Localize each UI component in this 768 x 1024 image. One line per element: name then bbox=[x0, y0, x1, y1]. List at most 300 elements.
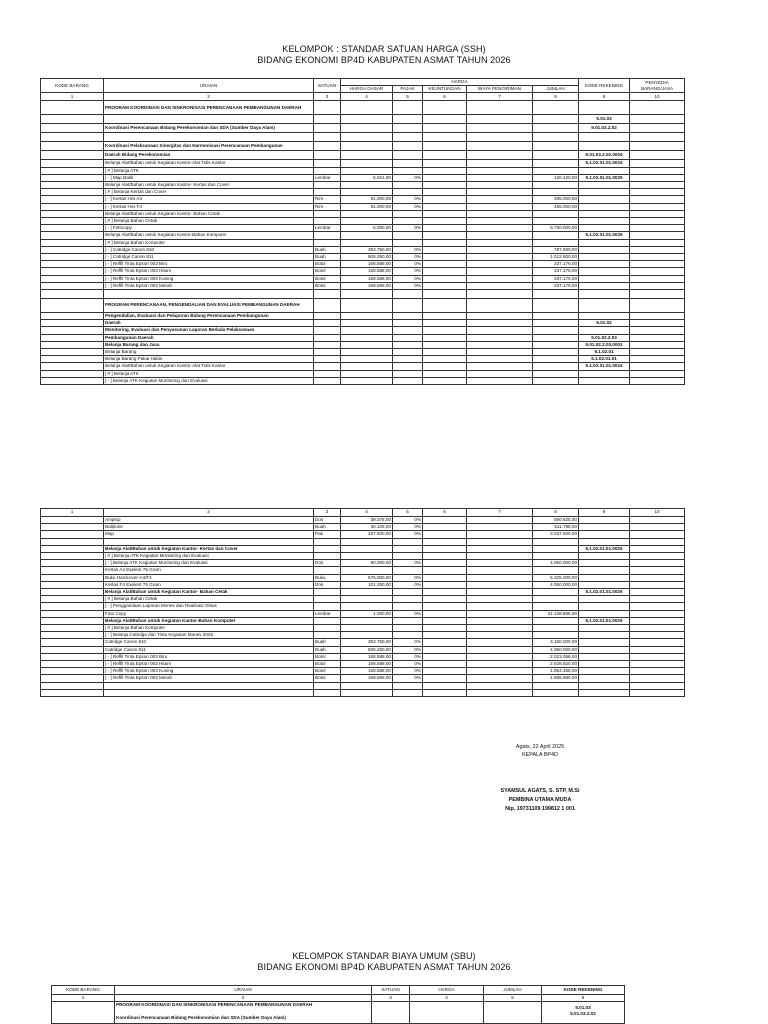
keuntungan-cell bbox=[423, 603, 467, 610]
header-jumlah: JUMLAH bbox=[533, 86, 579, 93]
uraian-cell: [ - ] Map Batik bbox=[104, 174, 314, 181]
kode-cell bbox=[41, 639, 104, 646]
harga-dasar-cell bbox=[341, 299, 393, 313]
uraian-cell: Belanja Alat/Bahan untuk Kegiatan Kantor-Alat Tulis Kantor bbox=[104, 160, 314, 167]
table-row bbox=[41, 675, 685, 682]
uraian-cell: [ - ] Kertas Hvs F4 bbox=[104, 203, 314, 210]
satuan-cell bbox=[314, 124, 341, 133]
kode-cell bbox=[41, 646, 104, 653]
satuan-cell: Lembar bbox=[314, 225, 341, 232]
col-number: 1 bbox=[41, 509, 104, 517]
keuntungan-cell bbox=[423, 101, 467, 115]
pajak-cell bbox=[393, 313, 423, 320]
biaya-cell bbox=[467, 299, 533, 313]
table-row bbox=[41, 196, 685, 203]
harga-dasar-cell bbox=[341, 589, 393, 596]
biaya-cell bbox=[467, 115, 533, 124]
keuntungan-cell bbox=[423, 239, 467, 246]
keuntungan-cell bbox=[423, 581, 467, 588]
uraian-cell: Koordinasi Pelaksanaan Sinergitas dan Harmonisasi Perencanaan Pembangunan bbox=[104, 142, 314, 151]
biaya-cell bbox=[467, 254, 533, 261]
penyedia-cell bbox=[630, 334, 685, 341]
biaya-cell bbox=[467, 320, 533, 327]
jumlah-cell: 511.785,00 bbox=[533, 524, 579, 531]
uraian-cell bbox=[104, 682, 314, 689]
col-number: 2 bbox=[104, 93, 314, 101]
rekening-cell bbox=[579, 327, 630, 334]
penyedia-cell bbox=[630, 268, 685, 275]
jumlah-cell: 1.854.468,00 bbox=[533, 668, 579, 675]
rekening-cell: 5.01.03.2.02.0004 bbox=[579, 151, 630, 160]
satuan-cell: Rim bbox=[314, 203, 341, 210]
keuntungan-cell bbox=[423, 167, 467, 174]
keuntungan-cell bbox=[423, 610, 467, 617]
satuan-cell bbox=[314, 589, 341, 596]
harga-dasar-cell: 168.588,00 bbox=[341, 282, 393, 289]
harga-dasar-cell: 393.750,00 bbox=[341, 246, 393, 253]
jumlah-cell bbox=[533, 553, 579, 560]
harga-dasar-cell bbox=[341, 290, 393, 299]
satuan-cell bbox=[314, 545, 341, 552]
col-number: 6 bbox=[423, 93, 467, 101]
table-row bbox=[41, 261, 685, 268]
biaya-cell bbox=[467, 356, 533, 363]
rekening-cell bbox=[579, 567, 630, 574]
col-number: 5 bbox=[484, 995, 542, 1002]
rekening-cell bbox=[579, 596, 630, 603]
satuan-cell: Buah bbox=[314, 524, 341, 531]
table-row bbox=[41, 182, 685, 189]
rekening-cell bbox=[579, 290, 630, 299]
keuntungan-cell bbox=[423, 124, 467, 133]
harga-dasar-cell: 39.375,00 bbox=[341, 517, 393, 524]
uraian-cell: Belanja Barang dan Jasa bbox=[104, 341, 314, 348]
table-row bbox=[41, 567, 685, 574]
jumlah-cell: 337.176,00 bbox=[533, 268, 579, 275]
kode-cell bbox=[41, 232, 104, 239]
penyedia-cell bbox=[630, 160, 685, 167]
ssh-title-line2: BIDANG EKONOMI BP4D KABUPATEN ASMAT TAHUN 2026 bbox=[257, 55, 511, 65]
uraian-cell: Buku Hardcover-A4/F4 bbox=[104, 574, 314, 581]
penyedia-cell bbox=[630, 625, 685, 632]
kode-cell bbox=[41, 538, 104, 545]
biaya-cell bbox=[467, 560, 533, 567]
keuntungan-cell bbox=[423, 133, 467, 142]
table-row bbox=[41, 133, 685, 142]
penyedia-cell bbox=[630, 290, 685, 299]
pajak-cell bbox=[393, 182, 423, 189]
jumlah-cell bbox=[533, 617, 579, 624]
pajak-cell: 0% bbox=[393, 517, 423, 524]
satuan-cell bbox=[314, 617, 341, 624]
uraian-cell: [ - ] Catridge Canon 810 bbox=[104, 246, 314, 253]
rekening-cell bbox=[579, 370, 630, 377]
jumlah-cell bbox=[533, 133, 579, 142]
satuan-cell bbox=[314, 603, 341, 610]
jumlah-cell: 31.138.866,00 bbox=[533, 610, 579, 617]
jumlah-cell bbox=[533, 101, 579, 115]
keuntungan-cell bbox=[423, 377, 467, 384]
jumlah-cell: 337.176,00 bbox=[533, 275, 579, 282]
rekening-cell bbox=[579, 254, 630, 261]
biaya-cell bbox=[467, 589, 533, 596]
table-row bbox=[41, 617, 685, 624]
satuan-cell bbox=[314, 320, 341, 327]
pajak-cell: 0% bbox=[393, 639, 423, 646]
penyedia-cell bbox=[630, 363, 685, 370]
keuntungan-cell bbox=[423, 290, 467, 299]
jumlah-cell bbox=[533, 682, 579, 689]
uraian-cell: Belanja Alat/Bahan untuk Kegiatan Kantor- Kertas dan Cover bbox=[104, 182, 314, 189]
kode-cell bbox=[41, 182, 104, 189]
biaya-cell bbox=[467, 581, 533, 588]
pajak-cell: 0% bbox=[393, 275, 423, 282]
satuan-cell bbox=[314, 133, 341, 142]
jumlah-cell: 3.037.500,00 bbox=[533, 531, 579, 538]
sbu-header-kode-barang: KODE BARANG bbox=[52, 986, 115, 995]
harga-dasar-cell: 393.750,00 bbox=[341, 639, 393, 646]
rekening-cell bbox=[579, 524, 630, 531]
uraian-cell: Belanja Alat/Bahan untuk Kegiatan Kantor- Kertas dan Cover bbox=[104, 545, 314, 552]
biaya-cell bbox=[467, 524, 533, 531]
signature-nip: Nip. 19731109 199812 1 001 bbox=[505, 806, 575, 812]
sbu-title-line2: BIDANG EKONOMI BP4D KABUPATEN ASMAT TAHUN 2026 bbox=[257, 962, 511, 972]
satuan-cell bbox=[314, 327, 341, 334]
col-number: 3 bbox=[372, 995, 410, 1002]
satuan-cell: Botol bbox=[314, 275, 341, 282]
pajak-cell bbox=[393, 327, 423, 334]
jumlah-cell bbox=[533, 151, 579, 160]
keuntungan-cell bbox=[423, 261, 467, 268]
uraian-cell: [ - ] Fotocopy bbox=[104, 225, 314, 232]
keuntungan-cell bbox=[423, 182, 467, 189]
keuntungan-cell bbox=[423, 275, 467, 282]
penyedia-cell bbox=[630, 239, 685, 246]
rekening-cell bbox=[579, 268, 630, 275]
biaya-cell bbox=[467, 334, 533, 341]
jumlah-cell: 1.685.880,00 bbox=[533, 675, 579, 682]
rekening-cell bbox=[579, 517, 630, 524]
harga-dasar-cell: 61.000,00 bbox=[341, 196, 393, 203]
penyedia-cell bbox=[630, 675, 685, 682]
jumlah-cell bbox=[533, 115, 579, 124]
pajak-cell: 0% bbox=[393, 661, 423, 668]
harga-dasar-cell bbox=[341, 124, 393, 133]
harga-dasar-cell: 506.250,00 bbox=[341, 254, 393, 261]
jumlah-cell bbox=[533, 167, 579, 174]
kode-cell bbox=[41, 560, 104, 567]
uraian-cell: [ - ] Belanja Catridge dan Tinta Kegiatan Monev 2025 bbox=[104, 632, 314, 639]
satuan-cell: Buah bbox=[314, 254, 341, 261]
biaya-cell bbox=[467, 167, 533, 174]
kode-cell bbox=[41, 610, 104, 617]
harga-dasar-cell bbox=[341, 239, 393, 246]
sbu-code-activity: 5.01.03.2.02 bbox=[570, 1011, 596, 1017]
pajak-cell bbox=[393, 290, 423, 299]
penyedia-cell bbox=[630, 133, 685, 142]
uraian-cell bbox=[104, 133, 314, 142]
satuan-cell bbox=[314, 182, 341, 189]
table-row bbox=[41, 299, 685, 313]
table-row bbox=[41, 560, 685, 567]
table-row bbox=[41, 356, 685, 363]
jumlah-cell bbox=[533, 370, 579, 377]
jumlah-cell bbox=[533, 334, 579, 341]
rekening-cell bbox=[579, 101, 630, 115]
harga-dasar-cell: 168.588,00 bbox=[341, 268, 393, 275]
pajak-cell: 0% bbox=[393, 268, 423, 275]
kode-cell bbox=[41, 553, 104, 560]
pajak-cell: 0% bbox=[393, 225, 423, 232]
kode-cell bbox=[41, 275, 104, 282]
col-number: 4 bbox=[410, 995, 484, 1002]
kode-cell bbox=[41, 210, 104, 217]
rekening-cell bbox=[579, 133, 630, 142]
penyedia-cell bbox=[630, 596, 685, 603]
kode-cell bbox=[41, 320, 104, 327]
uraian-cell: Monitoring, Evaluasi dan Penyusunan Laporan Berkala Pelaksanaan bbox=[104, 327, 314, 334]
satuan-cell bbox=[314, 232, 341, 239]
satuan-cell bbox=[314, 239, 341, 246]
table-row bbox=[41, 320, 685, 327]
satuan-cell bbox=[314, 370, 341, 377]
table-row bbox=[41, 596, 685, 603]
satuan-cell bbox=[314, 341, 341, 348]
kode-cell bbox=[41, 531, 104, 538]
jumlah-cell: 4.050.000,00 bbox=[533, 646, 579, 653]
col-number: 8 bbox=[533, 509, 579, 517]
keuntungan-cell bbox=[423, 675, 467, 682]
satuan-cell bbox=[314, 349, 341, 356]
table-row bbox=[41, 290, 685, 299]
jumlah-cell bbox=[533, 341, 579, 348]
table-row bbox=[41, 151, 685, 160]
jumlah-cell bbox=[533, 327, 579, 334]
keuntungan-cell bbox=[423, 682, 467, 689]
keuntungan-cell bbox=[423, 356, 467, 363]
uraian-cell: Ballpoint bbox=[104, 524, 314, 531]
kode-cell bbox=[41, 167, 104, 174]
keuntungan-cell bbox=[423, 689, 467, 696]
ssh-title-line1: KELOMPOK : STANDAR SATUAN HARGA (SSH) bbox=[282, 44, 486, 54]
harga-dasar-cell bbox=[341, 313, 393, 320]
header-penyedia: PENYEDIA BARANG/JASA bbox=[630, 79, 685, 93]
table-row bbox=[41, 189, 685, 196]
uraian-cell: PROGRAM KOORDINASI DAN SINKRONISASI PERENCANAAN PEMBANGUNAN DAERAH bbox=[104, 101, 314, 115]
kode-cell bbox=[41, 661, 104, 668]
uraian-cell bbox=[104, 538, 314, 545]
kode-cell bbox=[41, 668, 104, 675]
uraian-cell: Daerah Bidang Perekonomian bbox=[104, 151, 314, 160]
col-number: 1 bbox=[41, 93, 104, 101]
col-number: 6 bbox=[423, 509, 467, 517]
jumlah-cell: 787.500,00 bbox=[533, 246, 579, 253]
table-row bbox=[41, 661, 685, 668]
biaya-cell bbox=[467, 268, 533, 275]
col-number: 7 bbox=[467, 509, 533, 517]
rekening-cell bbox=[579, 196, 630, 203]
table-row bbox=[41, 334, 685, 341]
rekening-cell bbox=[579, 275, 630, 282]
jumlah-cell bbox=[533, 545, 579, 552]
rekening-cell bbox=[579, 560, 630, 567]
harga-dasar-cell bbox=[341, 603, 393, 610]
kode-cell bbox=[41, 617, 104, 624]
jumlah-cell bbox=[533, 160, 579, 167]
satuan-cell: Buah bbox=[314, 646, 341, 653]
table-row bbox=[41, 377, 685, 384]
harga-dasar-cell bbox=[341, 341, 393, 348]
uraian-cell: Belanja Alat/Bahan untuk Kegiatan Kantor- Bahan Cetak bbox=[104, 589, 314, 596]
keuntungan-cell bbox=[423, 210, 467, 217]
uraian-cell: Pengendalian, Evaluasi dan Pelaporan Bidang Perencanaan Pembangunan bbox=[104, 313, 314, 320]
satuan-cell bbox=[314, 334, 341, 341]
uraian-cell: Catridge Canon 811 bbox=[104, 646, 314, 653]
penyedia-cell bbox=[630, 356, 685, 363]
kode-cell bbox=[41, 632, 104, 639]
col-number: 5 bbox=[393, 93, 423, 101]
jumlah-cell: 590.625,00 bbox=[533, 517, 579, 524]
uraian-cell: Foto Copy bbox=[104, 610, 314, 617]
uraian-cell: Koordinasi Perencanaan Bidang Perekonomian dan SDA (Sumber Daya Alam) bbox=[104, 124, 314, 133]
penyedia-cell bbox=[630, 349, 685, 356]
keuntungan-cell bbox=[423, 524, 467, 531]
satuan-cell bbox=[314, 689, 341, 696]
uraian-cell: Belanja Alat/Bahan untuk Kegiatan Kantor-Bahan Komputer bbox=[104, 617, 314, 624]
penyedia-cell bbox=[630, 151, 685, 160]
satuan-cell bbox=[314, 210, 341, 217]
keuntungan-cell bbox=[423, 560, 467, 567]
pajak-cell bbox=[393, 589, 423, 596]
table-row bbox=[41, 682, 685, 689]
kode-cell bbox=[41, 196, 104, 203]
kode-cell bbox=[41, 596, 104, 603]
harga-dasar-cell: 168.588,00 bbox=[341, 275, 393, 282]
harga-dasar-cell bbox=[341, 115, 393, 124]
penyedia-cell bbox=[630, 282, 685, 289]
table-row bbox=[41, 160, 685, 167]
harga-dasar-cell bbox=[341, 545, 393, 552]
kode-cell bbox=[41, 225, 104, 232]
biaya-cell bbox=[467, 275, 533, 282]
satuan-cell bbox=[314, 632, 341, 639]
rekening-cell: 5.1.02.01.01.0025 bbox=[579, 545, 630, 552]
table-row bbox=[41, 115, 685, 124]
harga-dasar-cell bbox=[341, 632, 393, 639]
penyedia-cell bbox=[630, 246, 685, 253]
header-pajak: PAJAK bbox=[393, 86, 423, 93]
pajak-cell bbox=[393, 596, 423, 603]
pajak-cell bbox=[393, 567, 423, 574]
jumlah-cell bbox=[533, 299, 579, 313]
satuan-cell: Botol bbox=[314, 268, 341, 275]
table-row bbox=[41, 653, 685, 660]
rekening-cell: 5.1.02.01.01.0024 bbox=[579, 160, 630, 167]
jumlah-cell bbox=[533, 625, 579, 632]
kode-cell bbox=[41, 653, 104, 660]
harga-dasar-cell: 90.000,00 bbox=[341, 560, 393, 567]
satuan-cell bbox=[314, 363, 341, 370]
biaya-cell bbox=[467, 377, 533, 384]
table-row bbox=[41, 668, 685, 675]
table-row bbox=[41, 203, 685, 210]
keuntungan-cell bbox=[423, 639, 467, 646]
sbu-header-harga: HARGA bbox=[410, 986, 484, 995]
penyedia-cell bbox=[630, 668, 685, 675]
col-number: 6 bbox=[542, 995, 625, 1002]
pajak-cell: 0% bbox=[393, 254, 423, 261]
penyedia-cell bbox=[630, 567, 685, 574]
rekening-cell bbox=[579, 531, 630, 538]
biaya-cell bbox=[467, 124, 533, 133]
kode-cell bbox=[41, 370, 104, 377]
biaya-cell bbox=[467, 182, 533, 189]
pajak-cell bbox=[393, 682, 423, 689]
kode-cell bbox=[41, 675, 104, 682]
kode-cell bbox=[41, 356, 104, 363]
harga-dasar-cell: 168.588,00 bbox=[341, 668, 393, 675]
keuntungan-cell bbox=[423, 596, 467, 603]
col-number: 4 bbox=[341, 509, 393, 517]
uraian-cell: Belanja Alat/Bahan untuk Kegiatan Kantor- Bahan Cetak bbox=[104, 210, 314, 217]
keuntungan-cell bbox=[423, 363, 467, 370]
pajak-cell: 0% bbox=[393, 196, 423, 203]
jumlah-cell bbox=[533, 363, 579, 370]
table-row bbox=[41, 167, 685, 174]
table-row bbox=[41, 545, 685, 552]
satuan-cell bbox=[314, 151, 341, 160]
biaya-cell bbox=[467, 327, 533, 334]
rekening-cell: 5.1.02.01.01.0029 bbox=[579, 232, 630, 239]
biaya-cell bbox=[467, 661, 533, 668]
pajak-cell: 0% bbox=[393, 246, 423, 253]
penyedia-cell bbox=[630, 610, 685, 617]
jumlah-cell: 337.176,00 bbox=[533, 282, 579, 289]
jumlah-cell: 2.023.056,00 bbox=[533, 653, 579, 660]
keuntungan-cell bbox=[423, 567, 467, 574]
harga-dasar-cell: 168.588,00 bbox=[341, 675, 393, 682]
penyedia-cell bbox=[630, 617, 685, 624]
biaya-cell bbox=[467, 646, 533, 653]
signature-place-date: Agats, 22 April 2025 bbox=[515, 744, 565, 750]
uraian-cell: [ # ] Belanja ATK bbox=[104, 370, 314, 377]
header-satuan: SATUAN bbox=[314, 79, 341, 93]
penyedia-cell bbox=[630, 101, 685, 115]
uraian-cell: [ # ] Belanja ATK Kegiatan Monitoring dan Evaluasi bbox=[104, 553, 314, 560]
rekening-cell: 5.01.03.2.02 bbox=[579, 124, 630, 133]
keuntungan-cell bbox=[423, 617, 467, 624]
kode-cell bbox=[41, 581, 104, 588]
penyedia-cell bbox=[630, 553, 685, 560]
header-harga: HARGA bbox=[341, 79, 579, 86]
col-number: 2 bbox=[115, 995, 372, 1002]
biaya-cell bbox=[467, 225, 533, 232]
rekening-cell: 5.01.02 bbox=[579, 320, 630, 327]
jumlah-cell bbox=[533, 689, 579, 696]
biaya-cell bbox=[467, 239, 533, 246]
rekening-cell bbox=[579, 538, 630, 545]
kode-cell bbox=[41, 268, 104, 275]
rekening-cell: 5.1.02.01 bbox=[579, 349, 630, 356]
harga-dasar-cell bbox=[341, 596, 393, 603]
rekening-cell bbox=[579, 377, 630, 384]
rekening-cell bbox=[579, 632, 630, 639]
kode-cell bbox=[41, 261, 104, 268]
jumlah-cell: 6.325.000,00 bbox=[533, 574, 579, 581]
harga-dasar-cell: 575.000,00 bbox=[341, 574, 393, 581]
rekening-cell: 5.1.02.01.01 bbox=[579, 356, 630, 363]
pajak-cell bbox=[393, 232, 423, 239]
